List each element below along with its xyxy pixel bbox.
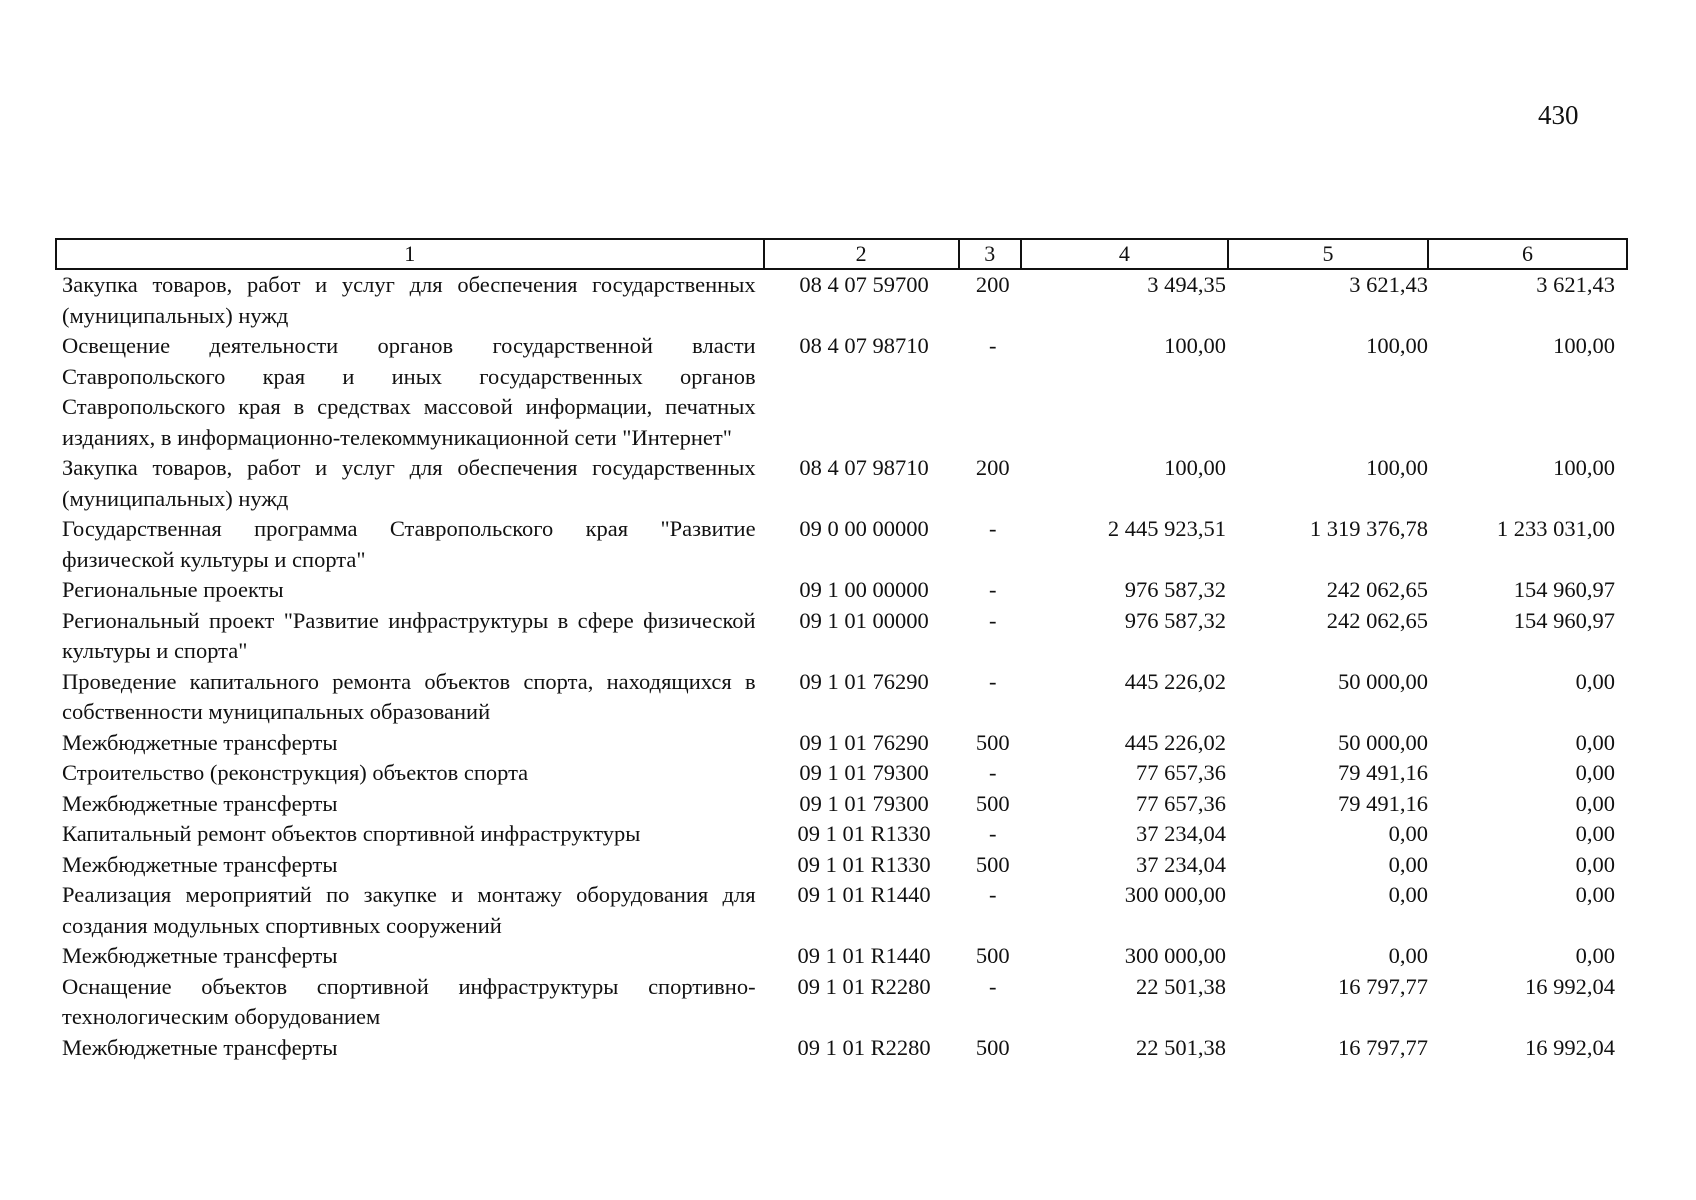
budget-table bbox=[55, 238, 1628, 1063]
row-code: 09 1 00 00000 bbox=[799, 577, 929, 602]
row-code: 09 0 00 00000 bbox=[799, 516, 929, 541]
row-amount-col5: 242 062,65 bbox=[1326, 607, 1428, 633]
row-amount-col4: 77 657,36 bbox=[1135, 790, 1226, 816]
row-name: Межбюджетные трансферты bbox=[62, 1034, 338, 1060]
row-amount-col6: 0,00 bbox=[1575, 790, 1615, 816]
row-amount-col4: 37 234,04 bbox=[1135, 821, 1226, 846]
row-amount-col5: 50 000,00 bbox=[1337, 729, 1428, 755]
column-header-5: 5 bbox=[1228, 239, 1428, 269]
row-amount-col5: 0,00 bbox=[1388, 943, 1428, 968]
row-amount-col6: 0,00 bbox=[1575, 882, 1615, 907]
row-name: Строительство (реконструкция) объектов спорта bbox=[62, 760, 529, 785]
row-code: 08 4 07 98710 bbox=[799, 455, 929, 480]
row-amount-col5: 3 621,43 bbox=[1349, 272, 1428, 297]
row-code: 09 1 01 79300 bbox=[799, 760, 929, 785]
table-header bbox=[56, 239, 1627, 269]
row-name: Закупка товаров, работ и услуг для обеспечения государственных (муниципальных) нужд bbox=[62, 272, 756, 328]
row-amount-col4: 976 587,32 bbox=[1124, 577, 1226, 602]
row-code: 09 1 01 00000 bbox=[799, 607, 929, 633]
row-amount-col5: 100,00 bbox=[1366, 455, 1428, 480]
row-expense-type: 500 bbox=[975, 851, 1010, 877]
row-name: Межбюджетные трансферты bbox=[62, 851, 338, 877]
row-expense-type: - bbox=[988, 516, 997, 541]
table-row bbox=[56, 941, 1627, 972]
row-amount-col5: 0,00 bbox=[1388, 882, 1428, 907]
header-row bbox=[56, 239, 1627, 269]
row-amount-col6: 0,00 bbox=[1575, 729, 1615, 755]
row-expense-type: - bbox=[988, 668, 997, 694]
row-amount-col4: 22 501,38 bbox=[1135, 1034, 1226, 1060]
row-expense-type: - bbox=[988, 973, 997, 999]
row-name: Освещение деятельности органов государственной власти Ставропольского края и иных государственных органов Ставропольского края в средствах массовой информации, печатных изданиях, в информационно-телекоммуникационной сети "Интернет" bbox=[62, 333, 756, 450]
row-amount-col6: 3 621,43 bbox=[1536, 272, 1615, 297]
row-amount-col6: 0,00 bbox=[1575, 668, 1615, 694]
row-amount-col5: 1 319 376,78 bbox=[1309, 516, 1428, 541]
table-body bbox=[56, 269, 1627, 1063]
row-code: 09 1 01 76290 bbox=[799, 729, 929, 755]
row-amount-col6: 1 233 031,00 bbox=[1496, 516, 1615, 541]
row-expense-type: 500 bbox=[975, 729, 1010, 755]
table-row bbox=[56, 758, 1627, 789]
column-header-6: 6 bbox=[1428, 239, 1627, 269]
table-row bbox=[56, 728, 1627, 759]
row-code: 09 1 01 79300 bbox=[799, 790, 929, 816]
row-code: 08 4 07 98710 bbox=[799, 333, 929, 358]
row-amount-col5: 79 491,16 bbox=[1337, 790, 1428, 816]
row-amount-col5: 16 797,77 bbox=[1337, 973, 1428, 999]
row-code: 09 1 01 76290 bbox=[799, 668, 929, 694]
row-amount-col6: 100,00 bbox=[1553, 455, 1615, 480]
row-expense-type: 200 bbox=[975, 455, 1010, 480]
column-header-3: 3 bbox=[959, 239, 1021, 269]
row-amount-col4: 2 445 923,51 bbox=[1107, 516, 1226, 541]
row-expense-type: - bbox=[988, 760, 997, 785]
page-number: 430 bbox=[1538, 100, 1579, 130]
row-code: 09 1 01 R2280 bbox=[797, 1034, 931, 1060]
row-amount-col4: 22 501,38 bbox=[1135, 973, 1226, 999]
table-row bbox=[56, 331, 1627, 453]
column-header-1: 1 bbox=[56, 239, 764, 269]
row-amount-col4: 300 000,00 bbox=[1124, 943, 1226, 968]
row-amount-col4: 77 657,36 bbox=[1135, 760, 1226, 785]
row-amount-col4: 976 587,32 bbox=[1124, 607, 1226, 633]
row-amount-col6: 154 960,97 bbox=[1513, 577, 1615, 602]
row-name: Оснащение объектов спортивной инфраструктуры спортивно-технологическим оборудованием bbox=[62, 973, 756, 1029]
row-amount-col6: 0,00 bbox=[1575, 760, 1615, 785]
table-row bbox=[56, 269, 1627, 331]
row-amount-col6: 100,00 bbox=[1553, 333, 1615, 358]
row-amount-col4: 37 234,04 bbox=[1135, 851, 1226, 877]
row-amount-col6: 0,00 bbox=[1575, 821, 1615, 846]
row-name: Закупка товаров, работ и услуг для обеспечения государственных (муниципальных) нужд bbox=[62, 455, 756, 511]
column-header-4: 4 bbox=[1021, 239, 1228, 269]
row-name: Капитальный ремонт объектов спортивной инфраструктуры bbox=[62, 821, 641, 846]
row-expense-type: - bbox=[988, 821, 997, 846]
row-name: Региональные проекты bbox=[62, 577, 284, 602]
row-name: Межбюджетные трансферты bbox=[62, 943, 338, 968]
row-amount-col5: 16 797,77 bbox=[1337, 1034, 1428, 1060]
row-expense-type: 500 bbox=[975, 790, 1010, 816]
row-amount-col4: 445 226,02 bbox=[1124, 729, 1226, 755]
table-row bbox=[56, 880, 1627, 941]
row-amount-col4: 3 494,35 bbox=[1147, 272, 1226, 297]
row-code: 08 4 07 59700 bbox=[799, 272, 929, 297]
row-name: Региональный проект "Развитие инфраструктуры в сфере физической культуры и спорта" bbox=[62, 607, 756, 663]
row-amount-col6: 0,00 bbox=[1575, 851, 1615, 877]
row-code: 09 1 01 R1330 bbox=[797, 851, 931, 877]
row-code: 09 1 01 R1440 bbox=[797, 882, 931, 907]
row-name: Проведение капитального ремонта объектов спорта, находящихся в собственности муниципальных образований bbox=[62, 668, 756, 724]
row-amount-col5: 79 491,16 bbox=[1337, 760, 1428, 785]
row-code: 09 1 01 R1330 bbox=[797, 821, 931, 846]
row-amount-col6: 0,00 bbox=[1575, 943, 1615, 968]
row-name: Реализация мероприятий по закупке и монтажу оборудования для создания модульных спортивных сооружений bbox=[62, 882, 756, 938]
row-expense-type: 500 bbox=[975, 1034, 1010, 1060]
row-name: Межбюджетные трансферты bbox=[62, 729, 338, 755]
row-amount-col4: 100,00 bbox=[1164, 333, 1226, 358]
row-amount-col5: 242 062,65 bbox=[1326, 577, 1428, 602]
table-row bbox=[56, 789, 1627, 820]
row-amount-col4: 100,00 bbox=[1164, 455, 1226, 480]
row-amount-col5: 100,00 bbox=[1366, 333, 1428, 358]
table-row bbox=[56, 972, 1627, 1033]
table-row bbox=[56, 850, 1627, 881]
table-row bbox=[56, 514, 1627, 575]
row-amount-col5: 0,00 bbox=[1388, 851, 1428, 877]
row-expense-type: - bbox=[988, 333, 997, 358]
row-amount-col4: 445 226,02 bbox=[1124, 668, 1226, 694]
row-expense-type: 500 bbox=[975, 943, 1010, 968]
table-row bbox=[56, 575, 1627, 606]
table-row bbox=[56, 453, 1627, 514]
row-name: Межбюджетные трансферты bbox=[62, 790, 338, 816]
row-amount-col6: 16 992,04 bbox=[1525, 973, 1615, 999]
row-expense-type: - bbox=[988, 607, 997, 633]
row-amount-col4: 300 000,00 bbox=[1124, 882, 1226, 907]
column-header-2: 2 bbox=[764, 239, 959, 269]
row-amount-col5: 50 000,00 bbox=[1337, 668, 1428, 694]
row-code: 09 1 01 R1440 bbox=[797, 943, 931, 968]
table-row bbox=[56, 606, 1627, 667]
table-row bbox=[56, 667, 1627, 728]
row-code: 09 1 01 R2280 bbox=[797, 973, 931, 999]
row-amount-col6: 154 960,97 bbox=[1513, 607, 1615, 633]
row-expense-type: - bbox=[988, 577, 997, 602]
row-expense-type: 200 bbox=[975, 272, 1010, 297]
table-row bbox=[56, 819, 1627, 850]
table-row bbox=[56, 1033, 1627, 1064]
row-amount-col5: 0,00 bbox=[1388, 821, 1428, 846]
row-expense-type: - bbox=[988, 882, 997, 907]
row-name: Государственная программа Ставропольского края "Развитие физической культуры и спорта" bbox=[62, 516, 756, 572]
row-amount-col6: 16 992,04 bbox=[1525, 1034, 1615, 1060]
